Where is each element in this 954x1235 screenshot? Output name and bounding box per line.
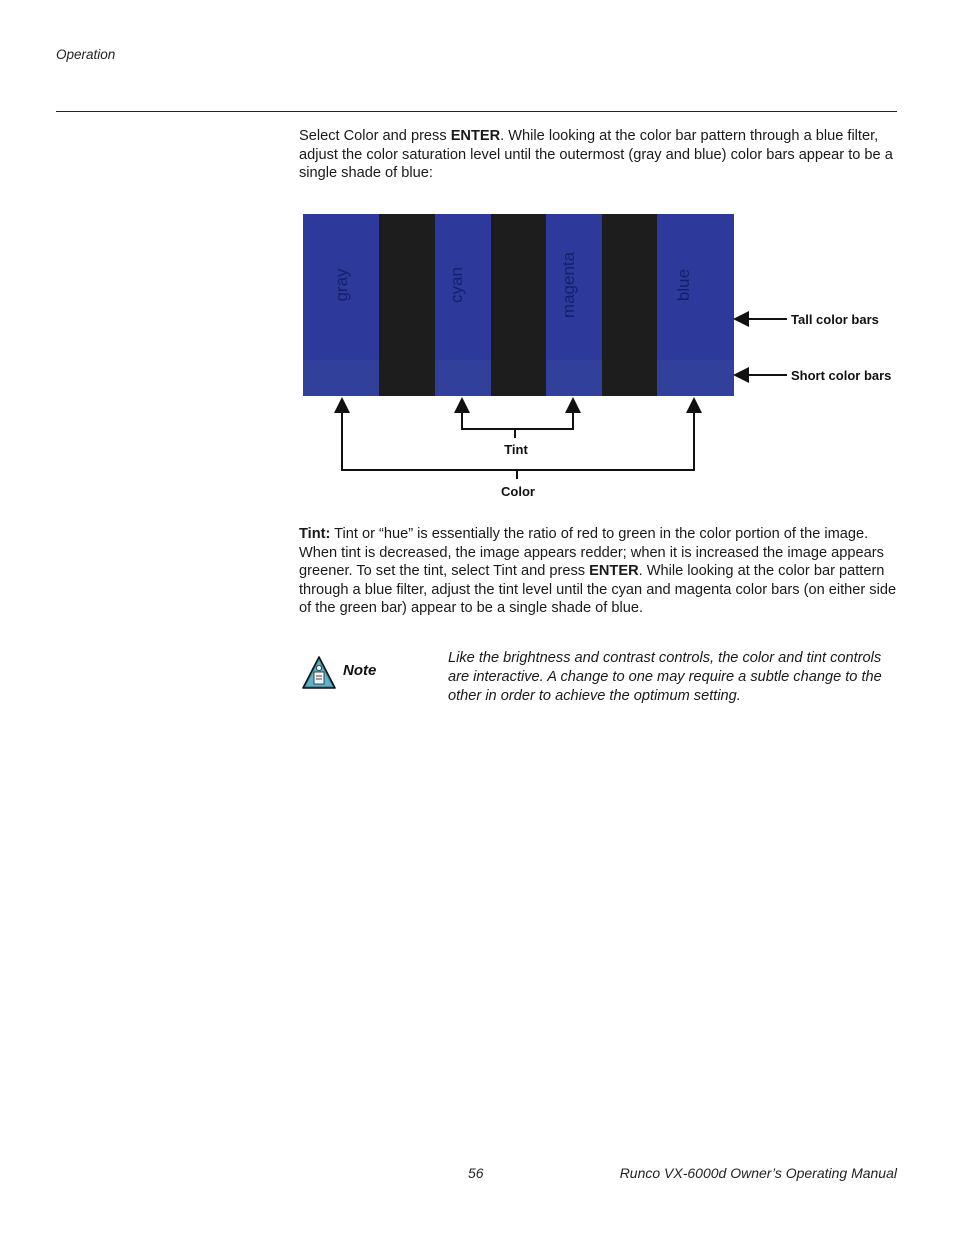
header-rule (56, 111, 897, 112)
running-header: Operation (56, 47, 116, 62)
para1-after: . While looking at the color bar pattern through a blue filter, adjust the color saturation level until the outermost (gray and blue) color bars appear to be a single shade of blue: (299, 128, 893, 182)
color-bracket (342, 405, 694, 470)
note-text: Like the brightness and contrast controls, the color and tint controls are interactive. A change to one may require a subtle change to the other in order to achieve the optimum setting. (448, 650, 882, 704)
manual-title: Runco VX-6000d Owner’s Operating Manual (619, 1165, 897, 1181)
bar-black-2 (491, 214, 546, 396)
color-label: Color (501, 484, 535, 499)
para1-before: Select Color and press (299, 128, 451, 144)
para2-part2: . While looking at the color bar pattern through a blue filter, adjust the tint level until the cyan and magenta color bars (on either side of the green bar) appear to be a single shade of blue. (299, 563, 897, 617)
short-bars-label: Short color bars (791, 368, 892, 383)
page-number: 56 (468, 1165, 484, 1181)
bar-black-1 (379, 214, 435, 396)
tint-instructions (299, 525, 899, 618)
color-instructions (299, 127, 899, 183)
enter-key-label-2: ENTER (589, 563, 639, 580)
para2-part1: Tint or “hue” is essentially the ratio of red to green in the color portion of the image. When tint is decreased, the image appears redder; when it is increased the image appears greener. To set the tint, select Tint and press (299, 526, 884, 580)
short-bar-magenta (546, 360, 602, 396)
bar-black-3 (602, 214, 657, 396)
color-bar-figure (295, 205, 905, 510)
tall-bars-label: Tall color bars (791, 312, 879, 327)
bar-label-magenta: magenta (559, 251, 578, 319)
bar-label-gray: gray (332, 268, 351, 302)
short-bar-blue (657, 360, 734, 396)
short-bar-cyan (435, 360, 491, 396)
tint-heading: Tint: (299, 526, 331, 542)
short-bar-gray (303, 360, 379, 396)
tint-label: Tint (504, 442, 528, 457)
color-bar-diagram (295, 205, 905, 510)
note-figure-icon (301, 655, 337, 691)
note-label: Note (343, 662, 377, 679)
enter-key-label: ENTER (450, 128, 501, 144)
bar-label-cyan: cyan (447, 267, 466, 303)
bar-label-blue: blue (674, 268, 693, 302)
tint-bracket (462, 405, 573, 429)
